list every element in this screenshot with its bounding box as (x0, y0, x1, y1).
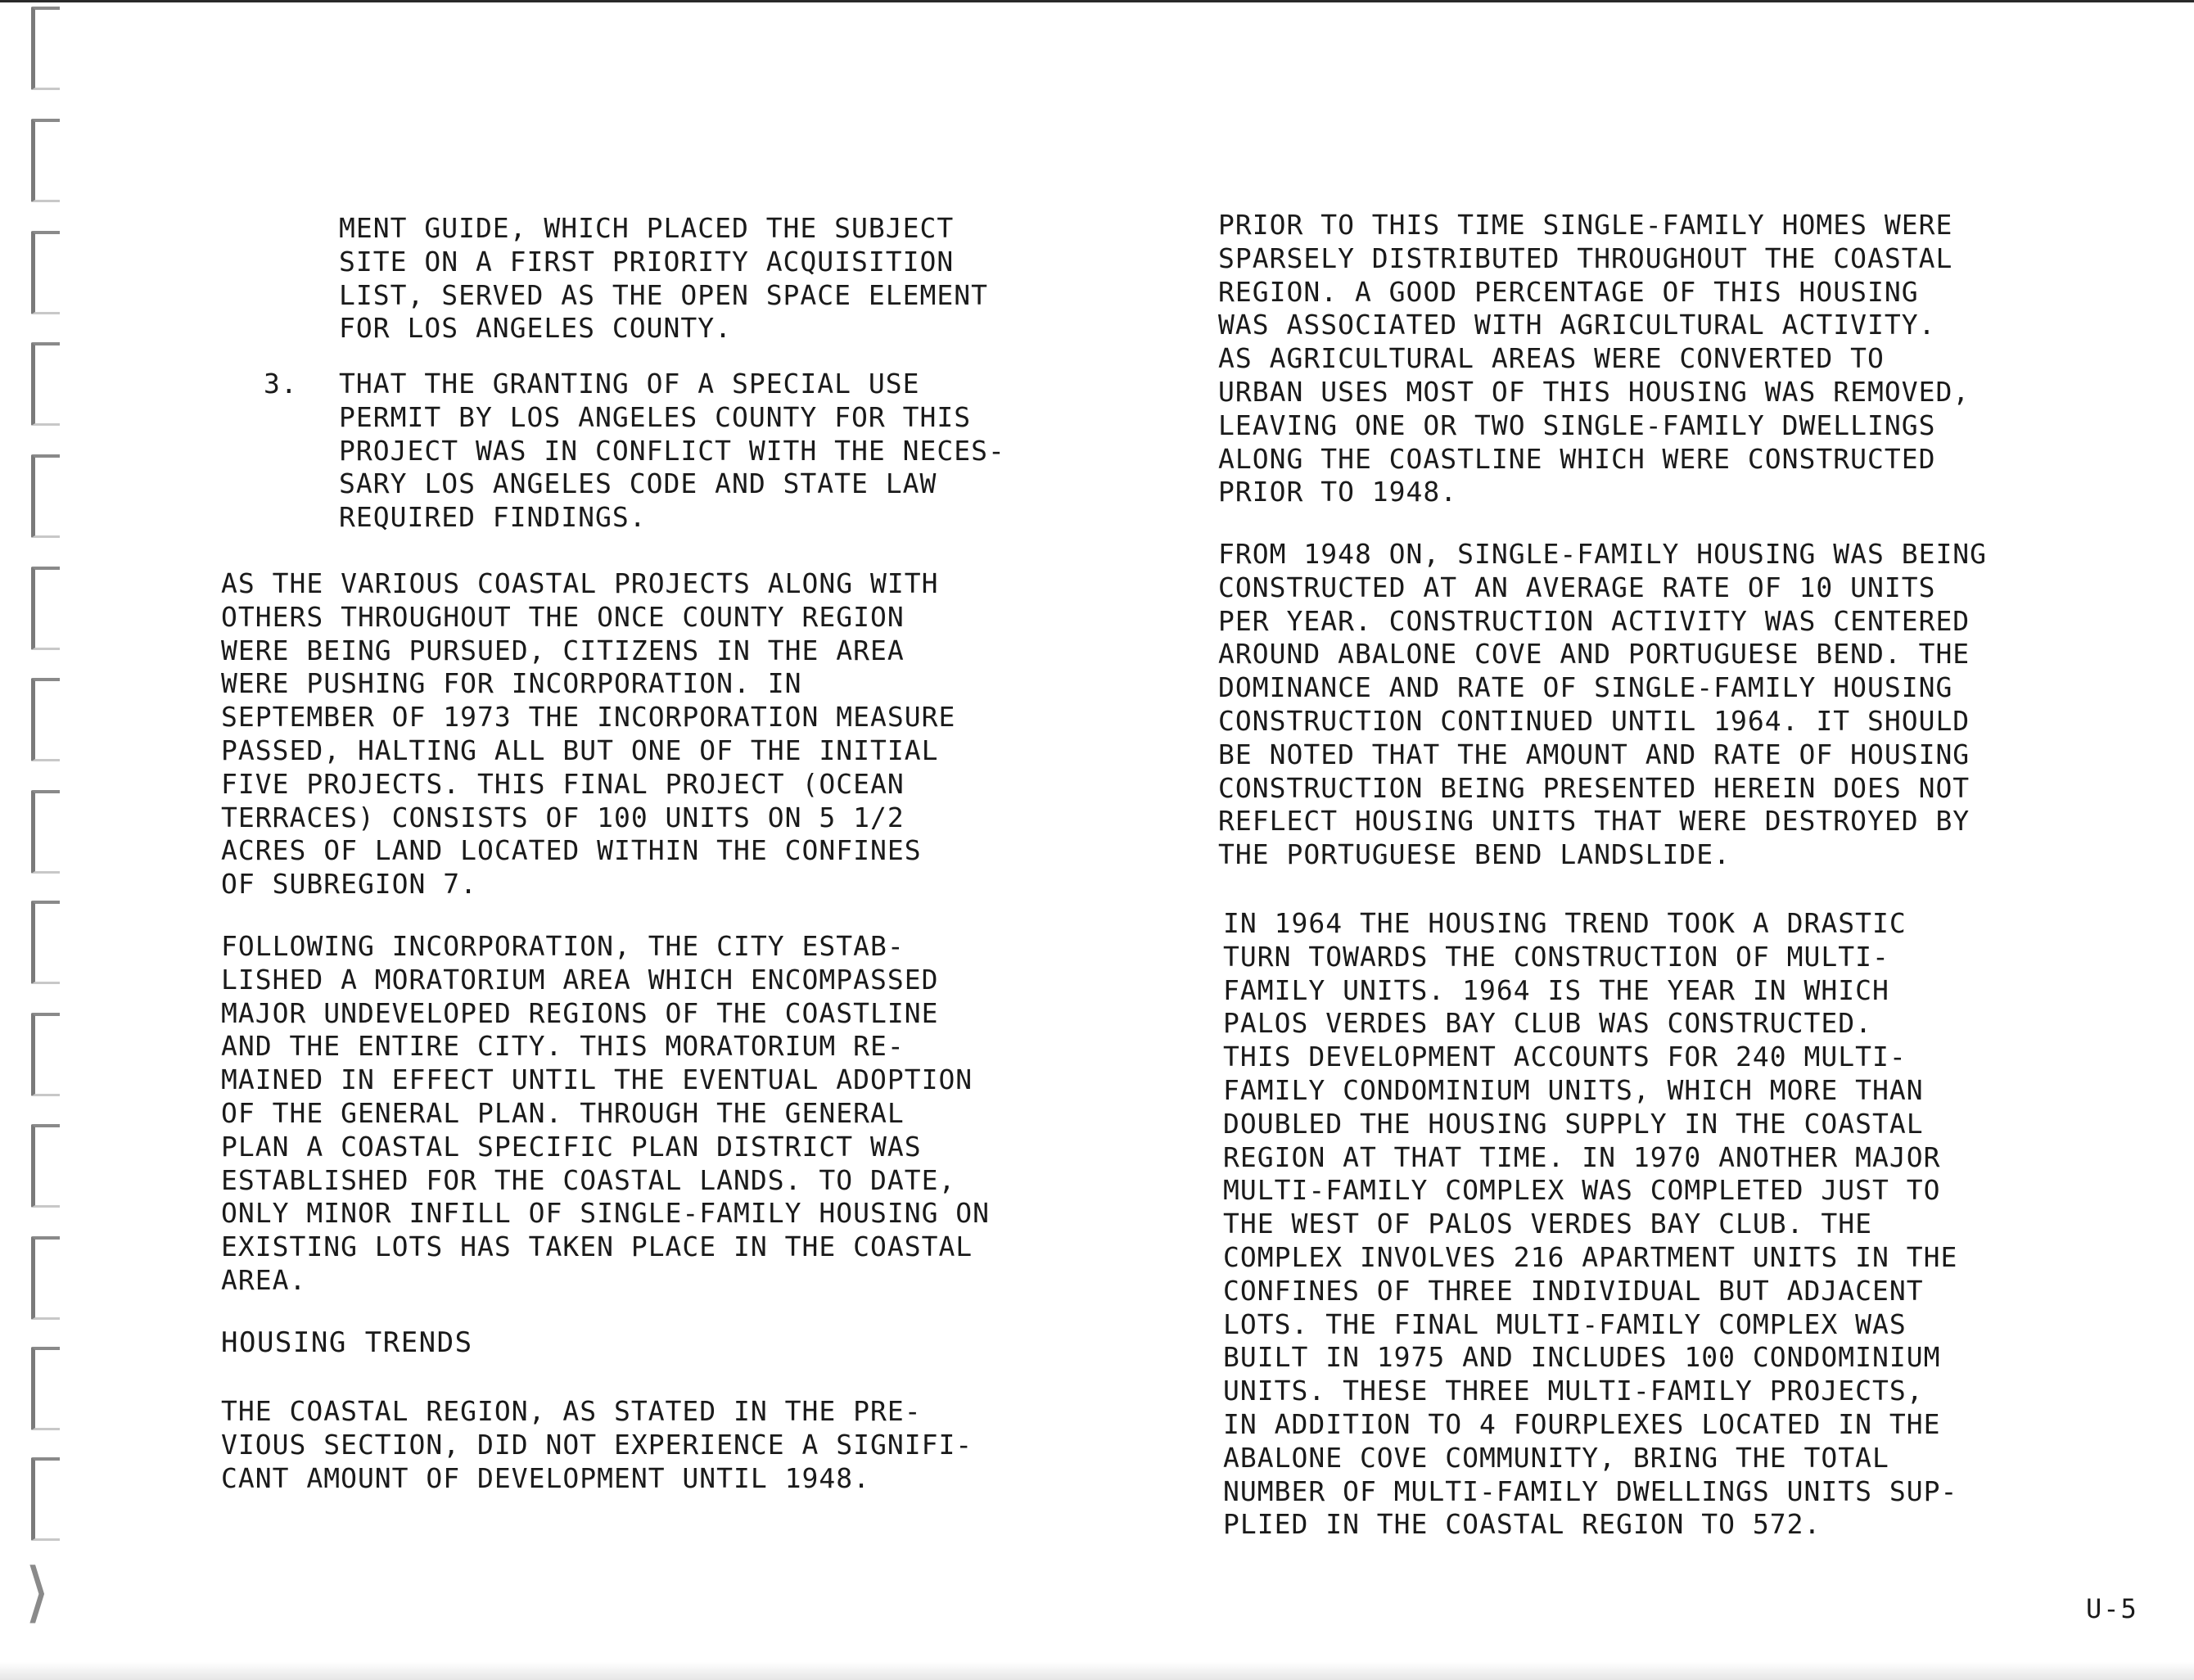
text-line: WERE PUSHING FOR INCORPORATION. IN (221, 667, 802, 700)
binder-hole-mark (31, 1236, 60, 1320)
text-line: PER YEAR. CONSTRUCTION ACTIVITY WAS CENTERED (1218, 604, 1971, 637)
text-line: PLIED IN THE COASTAL REGION TO 572. (1223, 1508, 1822, 1541)
left-continued-item (339, 212, 988, 345)
text-line: REQUIRED FINDINGS. (339, 501, 647, 534)
text-line: REFLECT HOUSING UNITS THAT WERE DESTROYED BY (1218, 805, 1971, 838)
paragraph-prior (1218, 209, 1970, 509)
binder-hole-mark (31, 1013, 60, 1096)
text-line: SARY LOS ANGELES CODE AND STATE LAW (339, 467, 937, 500)
text-line: AROUND ABALONE COVE AND PORTUGUESE BEND. THE (1218, 638, 1971, 671)
text-line: AS AGRICULTURAL AREAS WERE CONVERTED TO (1218, 342, 1885, 375)
text-line: OTHERS THROUGHOUT THE ONCE COUNTY REGION (221, 600, 905, 633)
text-line: REGION AT THAT TIME. IN 1970 ANOTHER MAJOR (1223, 1140, 1941, 1173)
text-line: DOUBLED THE HOUSING SUPPLY IN THE COASTAL (1223, 1107, 1924, 1140)
text-line: LIST, SERVED AS THE OPEN SPACE ELEMENT (339, 278, 988, 311)
text-line: AREA. (221, 1263, 307, 1296)
paragraph-1964 (1223, 907, 1957, 1542)
text-line: ONLY MINOR INFILL OF SINGLE-FAMILY HOUSING ON (221, 1197, 991, 1230)
text-line: BE NOTED THAT THE AMOUNT AND RATE OF HOUSING (1218, 738, 1971, 770)
text-line: PROJECT WAS IN CONFLICT WITH THE NECES- (339, 434, 1005, 467)
text-line: MAJOR UNDEVELOPED REGIONS OF THE COASTLINE (221, 996, 939, 1029)
paragraph-incorporation (221, 567, 955, 901)
text-line: FOR LOS ANGELES COUNTY. (339, 312, 732, 345)
text-line: NUMBER OF MULTI-FAMILY DWELLINGS UNITS SUP- (1223, 1475, 1958, 1507)
text-line: THAT THE GRANTING OF A SPECIAL USE (339, 368, 920, 400)
text-line: THE COASTAL REGION, AS STATED IN THE PRE- (221, 1395, 922, 1427)
text-line: IN ADDITION TO 4 FOURPLEXES LOCATED IN THE (1223, 1407, 1941, 1440)
text-line: FROM 1948 ON, SINGLE-FAMILY HOUSING WAS BEING (1218, 538, 1988, 570)
text-line: MENT GUIDE, WHICH PLACED THE SUBJECT (339, 212, 955, 244)
paragraph-moratorium (221, 930, 990, 1298)
text-line: OF SUBREGION 7. (221, 868, 478, 901)
text-line: SITE ON A FIRST PRIORITY ACQUISITION (339, 245, 955, 278)
text-line: CONSTRUCTED AT AN AVERAGE RATE OF 10 UNITS (1218, 571, 1936, 603)
text-line: UNITS. THESE THREE MULTI-FAMILY PROJECTS, (1223, 1375, 1924, 1407)
text-line: VIOUS SECTION, DID NOT EXPERIENCE A SIGNIFI- (221, 1428, 973, 1461)
text-line: WAS ASSOCIATED WITH AGRICULTURAL ACTIVITY. (1218, 309, 1936, 341)
text-line: ACRES OF LAND LOCATED WITHIN THE CONFINES (221, 834, 922, 867)
list-item-number: 3. (264, 368, 298, 400)
text-line: IN 1964 THE HOUSING TREND TOOK A DRASTIC (1223, 907, 1907, 939)
text-line: OF THE GENERAL PLAN. THROUGH THE GENERAL (221, 1096, 905, 1129)
binder-hole-mark (31, 901, 60, 984)
text-line: AND THE ENTIRE CITY. THIS MORATORIUM RE- (221, 1030, 905, 1063)
paragraph-1948 (1218, 538, 1987, 872)
text-line: URBAN USES MOST OF THIS HOUSING WAS REMOVED, (1218, 375, 1971, 408)
binder-clip-mark: ⟩ (25, 1554, 51, 1630)
page-number: U-5 (2086, 1593, 2138, 1624)
page-top-edge (0, 0, 2194, 2)
text-line: CONSTRUCTION BEING PRESENTED HEREIN DOES NOT (1218, 771, 1971, 804)
text-line: ABALONE COVE COMMUNITY, BRING THE TOTAL (1223, 1441, 1889, 1474)
text-line: PASSED, HALTING ALL BUT ONE OF THE INITIAL (221, 734, 939, 766)
text-line: FAMILY UNITS. 1964 IS THE YEAR IN WHICH (1223, 973, 1889, 1006)
text-line: FIVE PROJECTS. THIS FINAL PROJECT (OCEAN (221, 767, 905, 800)
binder-hole-mark (31, 1457, 60, 1541)
text-line: CONFINES OF THREE INDIVIDUAL BUT ADJACENT (1223, 1274, 1924, 1307)
text-line: MAINED IN EFFECT UNTIL THE EVENTUAL ADOPTION (221, 1064, 973, 1096)
text-line: MULTI-FAMILY COMPLEX WAS COMPLETED JUST TO (1223, 1174, 1941, 1207)
text-line: THE PORTUGUESE BEND LANDSLIDE. (1218, 838, 1731, 871)
text-line: CONSTRUCTION CONTINUED UNTIL 1964. IT SHOULD (1218, 704, 1971, 737)
text-line: PALOS VERDES BAY CLUB WAS CONSTRUCTED. (1223, 1007, 1872, 1040)
text-line: REGION. A GOOD PERCENTAGE OF THIS HOUSING (1218, 275, 1919, 308)
text-line: PERMIT BY LOS ANGELES COUNTY FOR THIS (339, 400, 972, 433)
text-line: WERE BEING PURSUED, CITIZENS IN THE AREA (221, 634, 905, 666)
paragraph-trends (221, 1395, 973, 1495)
text-line: LEAVING ONE OR TWO SINGLE-FAMILY DWELLINGS (1218, 409, 1936, 441)
binder-hole-mark (31, 342, 60, 426)
binder-hole-mark (31, 231, 60, 314)
text-line: FAMILY CONDOMINIUM UNITS, WHICH MORE THAN (1223, 1073, 1924, 1106)
text-line: TERRACES) CONSISTS OF 100 UNITS ON 5 1/2 (221, 801, 905, 833)
text-line: CANT AMOUNT OF DEVELOPMENT UNTIL 1948. (221, 1461, 870, 1494)
text-line: EXISTING LOTS HAS TAKEN PLACE IN THE COASTAL (221, 1231, 973, 1263)
heading-text: HOUSING TRENDS (221, 1326, 473, 1359)
section-heading (221, 1326, 473, 1360)
binder-hole-mark (31, 790, 60, 874)
binder-hole-mark (31, 1124, 60, 1208)
binder-hole-mark (31, 454, 60, 538)
binder-hole-mark (31, 1347, 60, 1430)
text-line: FOLLOWING INCORPORATION, THE CITY ESTAB- (221, 930, 905, 962)
text-line: DOMINANCE AND RATE OF SINGLE-FAMILY HOUSING (1218, 671, 1953, 704)
text-line: THIS DEVELOPMENT ACCOUNTS FOR 240 MULTI- (1223, 1041, 1907, 1073)
text-line: BUILT IN 1975 AND INCLUDES 100 CONDOMINIUM (1223, 1341, 1941, 1374)
binder-hole-mark (31, 119, 60, 202)
text-line: ESTABLISHED FOR THE COASTAL LANDS. TO DATE, (221, 1163, 956, 1196)
text-line: SPARSELY DISTRIBUTED THROUGHOUT THE COASTAL (1218, 242, 1953, 274)
text-line: TURN TOWARDS THE CONSTRUCTION OF MULTI- (1223, 940, 1889, 973)
text-line: LISHED A MORATORIUM AREA WHICH ENCOMPASSED (221, 963, 939, 996)
binder-hole-mark (31, 678, 60, 761)
text-line: AS THE VARIOUS COASTAL PROJECTS ALONG WITH (221, 567, 939, 599)
text-line: PLAN A COASTAL SPECIFIC PLAN DISTRICT WAS (221, 1130, 922, 1163)
binder-hole-mark (31, 7, 60, 90)
text-line: LOTS. THE FINAL MULTI-FAMILY COMPLEX WAS (1223, 1307, 1907, 1340)
text-line: ALONG THE COASTLINE WHICH WERE CONSTRUCTED (1218, 442, 1936, 475)
text-line: PRIOR TO 1948. (1218, 476, 1458, 508)
text-line: THE WEST OF PALOS VERDES BAY CLUB. THE (1223, 1208, 1872, 1240)
text-line: PRIOR TO THIS TIME SINGLE-FAMILY HOMES WERE (1218, 209, 1953, 241)
text-line: COMPLEX INVOLVES 216 APARTMENT UNITS IN THE (1223, 1240, 1958, 1273)
text-line: SEPTEMBER OF 1973 THE INCORPORATION MEASURE (221, 701, 956, 734)
page-bottom-edge (0, 1662, 2194, 1680)
binder-hole-mark (31, 567, 60, 650)
